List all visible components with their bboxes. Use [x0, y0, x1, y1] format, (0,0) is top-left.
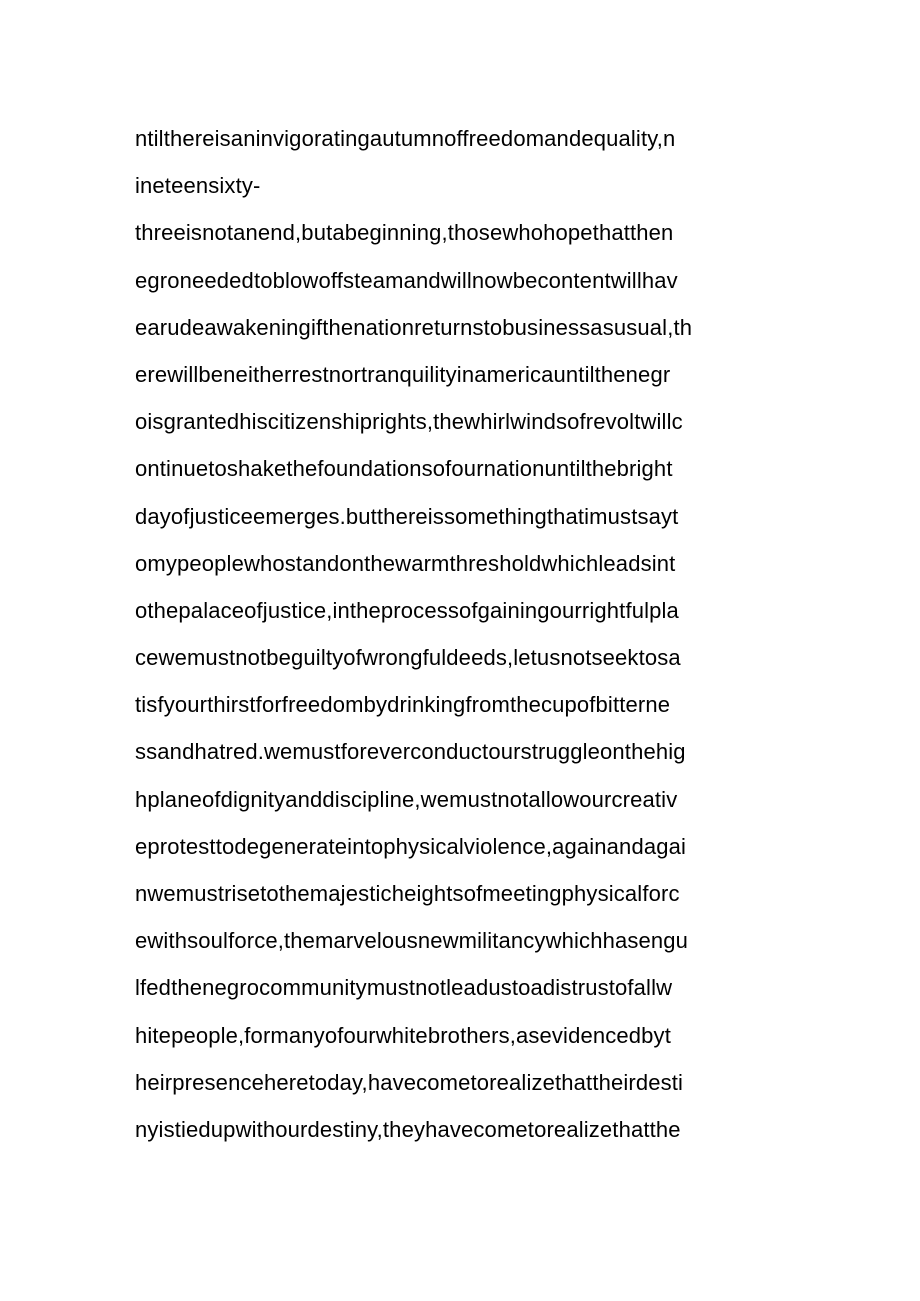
text-line: nyistiedupwithourdestiny,theyhavecometorealizethatthe [135, 1116, 681, 1142]
text-line: oisgrantedhiscitizenshiprights,thewhirlwindsofrevoltwillc [135, 409, 683, 435]
text-line: threeisnotanend,butabeginning,thosewhohopethatthen [135, 220, 674, 246]
text-line: nwemustrisetothemajesticheightsofmeetingphysicalforc [135, 881, 680, 906]
text-line: erewillbeneitherrestnortranquilityinamericauntilthenegr [135, 361, 671, 387]
text-line: egroneededtoblowoffsteamandwillnowbecontentwillhav [135, 267, 678, 293]
text-line: hplaneofdignityanddiscipline,wemustnotallowourcreativ [135, 786, 678, 812]
text-line: omypeoplewhostandonthewarmthresholdwhichleadsint [135, 550, 676, 576]
text-line: ewithsoulforce,themarvelousnewmilitancywhichhasengu [135, 928, 689, 954]
text-line: ssandhatred.wemustforeverconductourstruggleonthehig [135, 739, 686, 765]
document-body [135, 115, 795, 1153]
text-line: cewemustnotbeguiltyofwrongfuldeeds,letusnotseektosa [135, 645, 681, 671]
text-line: eprotesttodegenerateintophysicalviolence,againandagai [135, 833, 687, 859]
text-line: ntilthereisaninvigoratingautumnoffreedomandequality,n [135, 126, 676, 151]
text-line: lfedthenegrocommunitymustnotleadustoadistrustofallw [135, 975, 673, 1001]
text-line: heirpresenceheretoday,havecometorealizethattheirdesti [135, 1069, 684, 1095]
text-line: hitepeople,formanyofourwhitebrothers,asevidencedbyt [135, 1022, 671, 1048]
text-line: othepalaceofjustice,intheprocessofgainingourrightfulpla [135, 597, 679, 623]
text-line: dayofjusticeemerges.butthereissomethingthatimustsayt [135, 503, 679, 529]
text-line: tisfyourthirstforfreedombydrinkingfromthecupofbitterne [135, 692, 671, 718]
text-line: earudeawakeningifthenationreturnstobusinessasusual,th [135, 314, 693, 340]
text-line: ineteensixty- [135, 173, 261, 199]
text-line: ontinuetoshakethefoundationsofournationuntilthebright [135, 456, 673, 482]
